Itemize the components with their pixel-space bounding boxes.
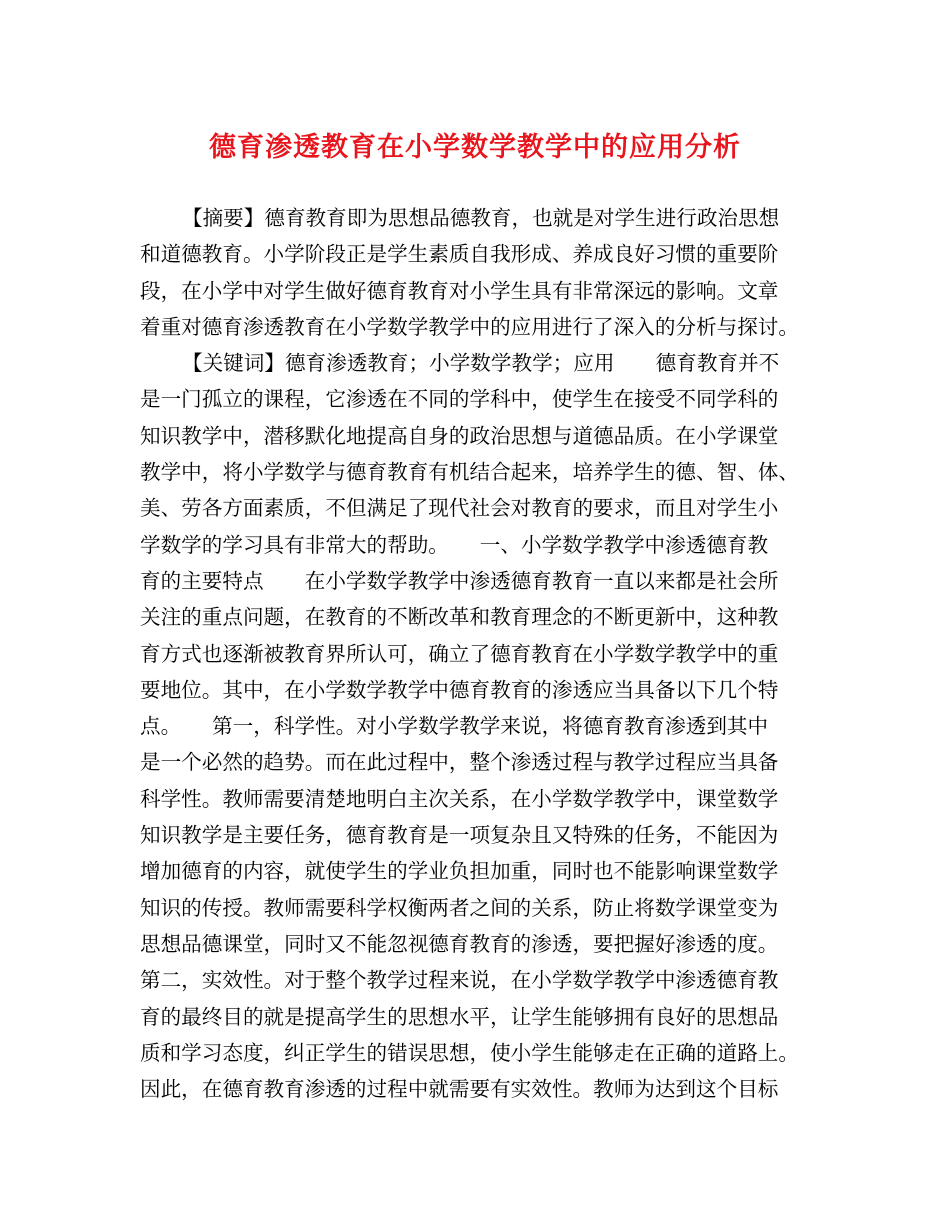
body-line: 第二，实效性。对于整个教学过程来说，在小学数学教学中渗透德育教	[140, 968, 779, 993]
body-line: 科学性。教师需要清楚地明白主次关系，在小学数学教学中，课堂数学	[140, 786, 779, 811]
body-line: 点。 第一，科学性。对小学数学教学来说，将德育教育渗透到其中	[140, 714, 769, 739]
body-line: 和道德教育。小学阶段正是学生素质自我形成、养成良好习惯的重要阶	[140, 242, 779, 267]
body-line: 美、劳各方面素质，不但满足了现代社会对教育的要求，而且对学生小	[140, 496, 779, 521]
body-line: 因此，在德育教育渗透的过程中就需要有实效性。教师为达到这个目标	[140, 1077, 779, 1102]
body-line: 知识教学是主要任务，德育教育是一项复杂且又特殊的任务，不能因为	[140, 823, 779, 848]
body-line: 要地位。其中，在小学数学教学中德育教育的渗透应当具备以下几个特	[140, 677, 779, 702]
body-line: 【关键词】德育渗透教育；小学数学教学；应用 德育教育并不	[182, 351, 780, 376]
body-line: 育的最终目的就是提高学生的思想水平，让学生能够拥有良好的思想品	[140, 1004, 779, 1029]
body-line: 着重对德育渗透教育在小学数学教学中的应用进行了深入的分析与探讨。	[140, 314, 799, 339]
body-line: 是一个必然的趋势。而在此过程中，整个渗透过程与教学过程应当具备	[140, 750, 779, 775]
document-body	[140, 200, 812, 1107]
body-line: 学数学的学习具有非常大的帮助。 一、小学数学教学中渗透德育教	[140, 532, 769, 557]
body-line: 思想品德课堂，同时又不能忽视德育教育的渗透，要把握好渗透的度。	[140, 931, 779, 956]
body-line: 增加德育的内容，就使学生的学业负担加重，同时也不能影响课堂数学	[140, 859, 779, 884]
body-line: 教学中，将小学数学与德育教育有机结合起来，培养学生的德、智、体、	[140, 460, 799, 485]
body-line: 育方式也逐渐被教育界所认可，确立了德育教育在小学数学教学中的重	[140, 641, 779, 666]
body-line: 关注的重点问题，在教育的不断改革和教育理念的不断更新中，这种教	[140, 605, 779, 630]
body-line: 【摘要】德育教育即为思想品德教育，也就是对学生进行政治思想	[182, 206, 780, 230]
body-line: 育的主要特点 在小学数学教学中渗透德育教育一直以来都是社会所	[140, 568, 779, 593]
body-line: 知识教学中，潜移默化地提高自身的政治思想与道德品质。在小学课堂	[140, 423, 779, 448]
document-title: 德育渗透教育在小学数学教学中的应用分析	[209, 132, 741, 163]
body-line: 段，在小学中对学生做好德育教育对小学生具有非常深远的影响。文章	[140, 278, 779, 303]
body-line: 是一门孤立的课程，它渗透在不同的学科中，使学生在接受不同学科的	[140, 387, 779, 412]
body-line: 质和学习态度，纠正学生的错误思想，使小学生能够走在正确的道路上。	[140, 1040, 799, 1065]
body-line: 知识的传授。教师需要科学权衡两者之间的关系，防止将数学课堂变为	[140, 895, 779, 920]
